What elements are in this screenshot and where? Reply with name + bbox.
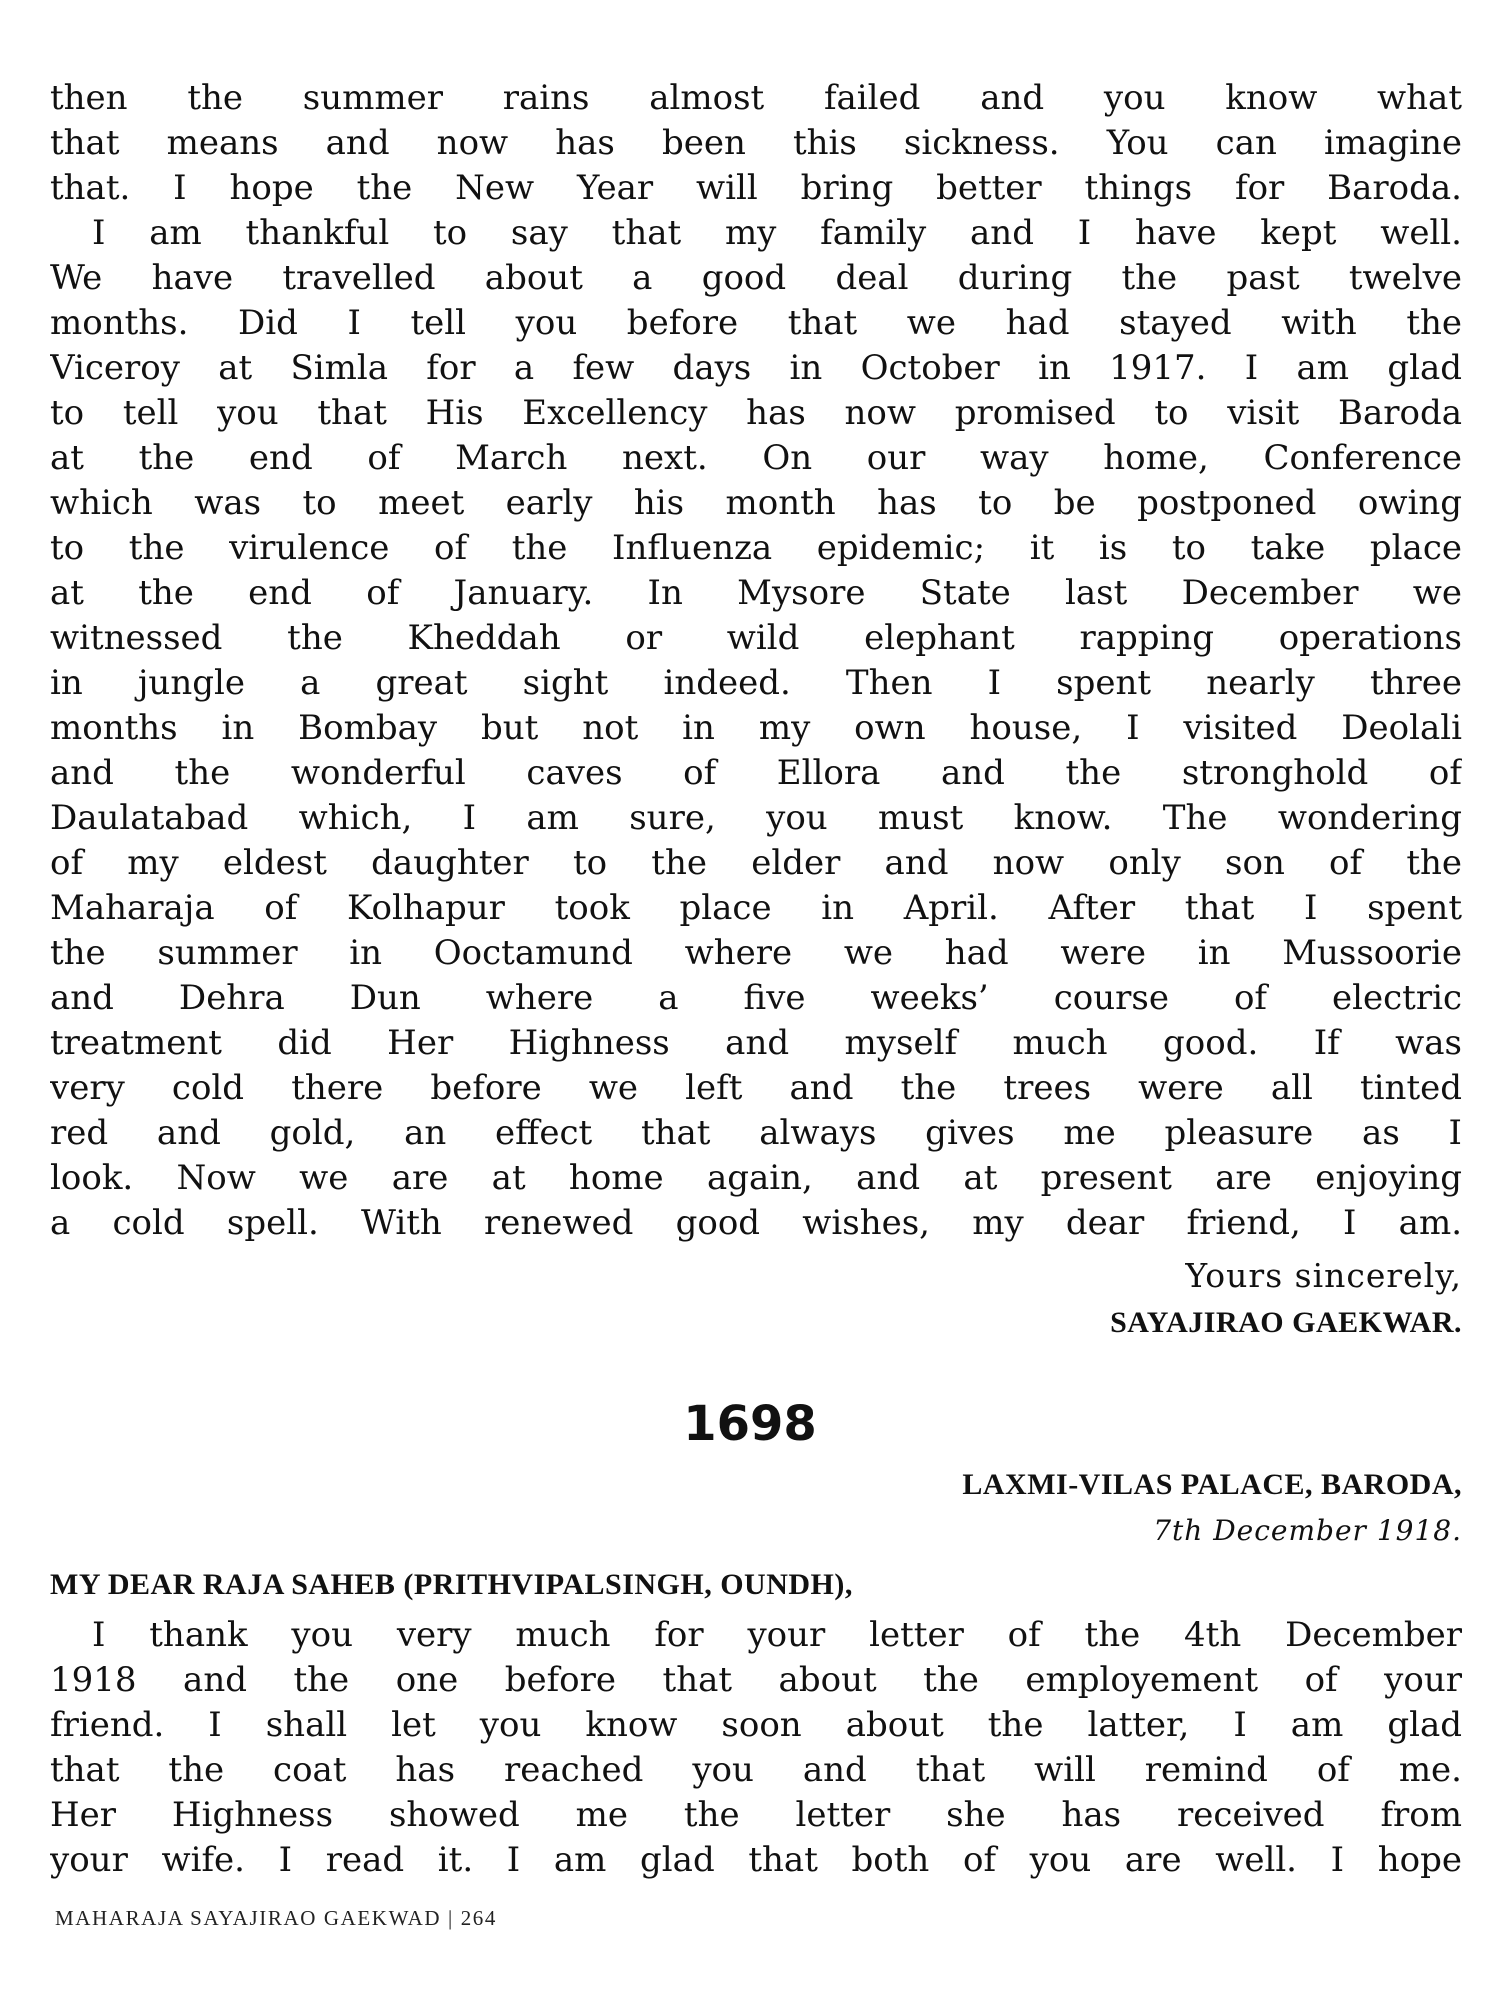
text-line: and the wonderful caves of Ellora and the stronghold of [50,753,1462,793]
text-line: red and gold, an effect that always gives me pleasure as I [50,1113,1462,1153]
text-line: of my eldest daughter to the elder and now only son of the [50,843,1462,883]
letter-place: LAXMI-VILAS PALACE, BARODA, [962,1468,1462,1501]
text-line: a cold spell. With renewed good wishes, my dear friend, I am. [50,1203,1462,1243]
text-line: your wife. I read it. I am glad that both of you are well. I hope [50,1840,1462,1880]
signature: SAYAJIRAO GAEKWAR. [1110,1306,1462,1339]
text-line: We have travelled about a good deal during the past twelve [50,258,1462,298]
letter-number-heading: 1698 [683,1396,817,1452]
text-line: then the summer rains almost failed and you know what [50,78,1462,118]
text-line: months in Bombay but not in my own house, I visited Deolali [50,708,1462,748]
letter-date: 7th December 1918. [1153,1514,1462,1547]
text-line: that the coat has reached you and that will remind of me. [50,1750,1462,1790]
text-line: in jungle a great sight indeed. Then I spent nearly three [50,663,1462,703]
text-line: very cold there before we left and the trees were all tinted [50,1068,1462,1108]
text-line: the summer in Ooctamund where we had were in Mussoorie [50,933,1462,973]
text-line: Viceroy at Simla for a few days in October in 1917. I am glad [50,348,1462,388]
text-line: Maharaja of Kolhapur took place in April. After that I spent [50,888,1462,928]
text-line: treatment did Her Highness and myself much good. If was [50,1023,1462,1063]
letter-salutation: MY DEAR RAJA SAHEB (PRITHVIPALSINGH, OUNDH), [50,1568,853,1601]
text-line: which was to meet early his month has to be postponed owing [50,483,1462,523]
text-line: Daulatabad which, I am sure, you must know. The wondering [50,798,1462,838]
text-line: and Dehra Dun where a five weeks’ course of electric [50,978,1462,1018]
text-line: I am thankful to say that my family and I have kept well. [92,213,1462,253]
text-line: to tell you that His Excellency has now promised to visit Baroda [50,393,1462,433]
text-line: 1918 and the one before that about the employement of your [50,1660,1462,1700]
text-line: at the end of March next. On our way home, Conference [50,438,1462,478]
text-line: Her Highness showed me the letter she has received from [50,1795,1462,1835]
text-line: that. I hope the New Year will bring better things for Baroda. [50,168,1462,208]
closing-line: Yours sincerely, [1185,1256,1462,1295]
page-footer: MAHARAJA SAYAJIRAO GAEKWAD | 264 [55,1906,497,1930]
text-line: that means and now has been this sickness. You can imagine [50,123,1462,163]
text-line: witnessed the Kheddah or wild elephant rapping operations [50,618,1462,658]
text-line: at the end of January. In Mysore State last December we [50,573,1462,613]
text-line: I thank you very much for your letter of the 4th December [92,1615,1462,1655]
text-line: look. Now we are at home again, and at present are enjoying [50,1158,1462,1198]
text-line: to the virulence of the Influenza epidemic; it is to take place [50,528,1462,568]
text-line: friend. I shall let you know soon about the latter, I am glad [50,1705,1462,1745]
text-line: months. Did I tell you before that we had stayed with the [50,303,1462,343]
